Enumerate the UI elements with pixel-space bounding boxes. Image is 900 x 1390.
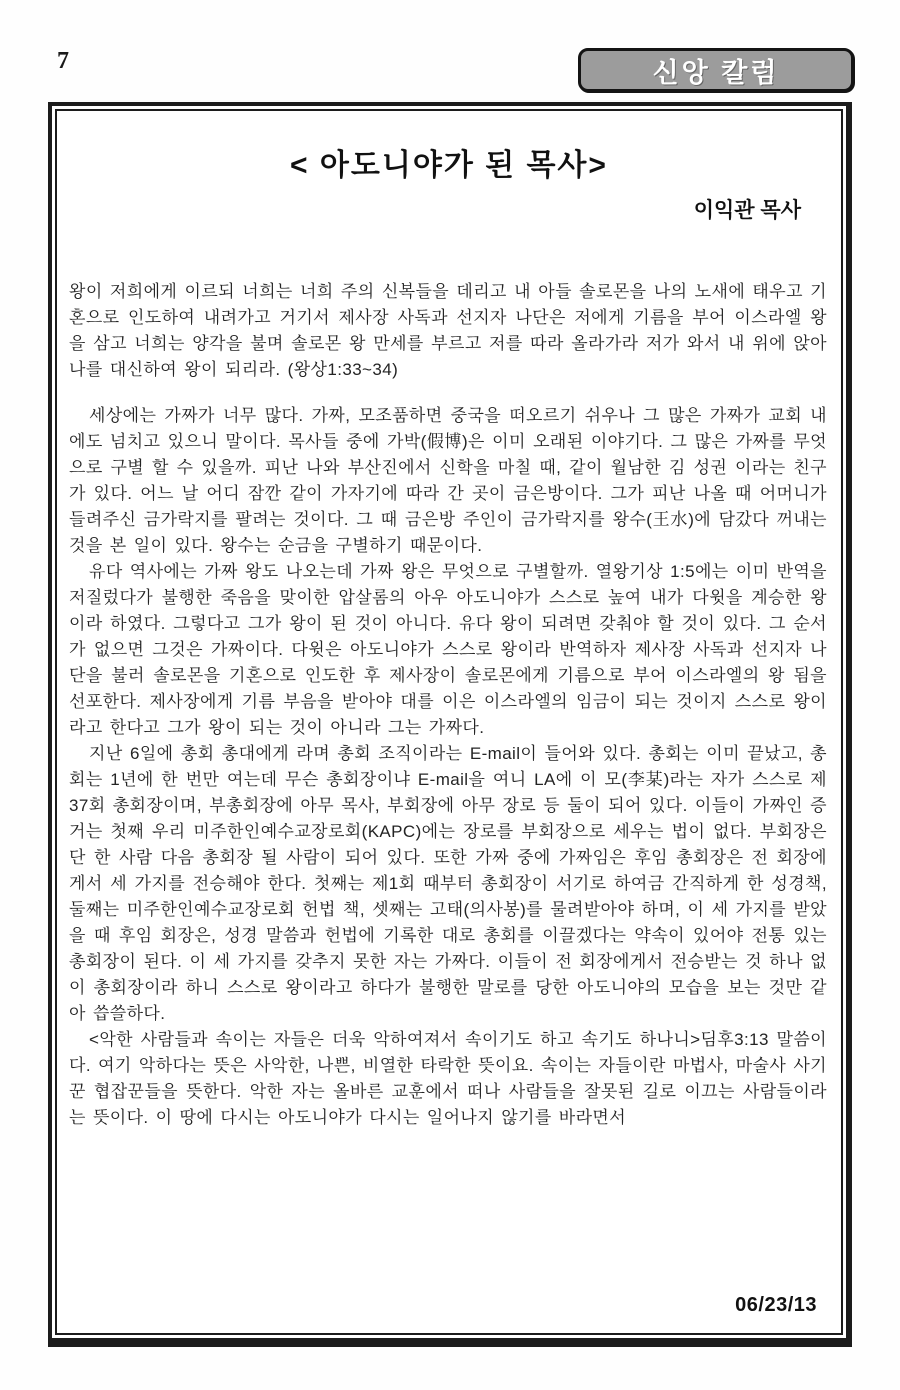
section-header-label: 신앙 칼럼 [652, 57, 780, 88]
article-paragraph: 지난 6일에 총회 총대에게 라며 총회 조직이라는 E-mail이 들어와 있다. 총회는 이미 끝났고, 총회는 1년에 한 번만 여는데 무슨 총회장이냐 E-mail을 여니 LA에 이 모(李某)라는 자가 스스로 제37회 총회장이며, 부총회장에 아무 목사, 부회장에 아무 장로 등 둘이 되어 있다. 이들이 가짜인 증거는 첫째 우리 미주한인예수교장로회(KAPC)에는 장로를 부회장으로 세우는 법이 없다. 부회장은 단 한 사람 다음 총회장 될 사람이 되어 있다. 또한 가짜 중에 가짜임은 후임 총회장은 전 회장에게서 세 가지를 전승해야 한다. 첫째는 제1회 때부터 총회장이 서기로 하여금 간직하게 한 성경책, 둘째는 미주한인예수교장로회 헌법 책, 셋째는 고태(의사봉)를 물려받아야 하며, 이 세 가지를 받았을 때 후임 회장은, 성경 말씀과 헌법에 기록한 대로 총회를 이끌겠다는 약속이 있어야 전통 있는 총회장이 된다. 이 세 가지를 갖추지 못한 자는 가짜다. 이들이 전 회장에게서 전승받는 것 하나 없이 총회장이라 하니 스스로 왕이라고 하다가 불행한 말로를 당한 아도니야의 모습을 보는 것만 같아 씁쓸하다. [69, 744, 827, 1023]
article-title: < 아도니야가 된 목사> [290, 149, 608, 182]
article-paragraph: 세상에는 가짜가 너무 많다. 가짜, 모조품하면 중국을 떠오르기 쉬우나 그 많은 가짜가 교회 내에도 넘치고 있으니 말이다. 목사들 중에 가박(假博)은 이미 오래된 이야기다. 그 많은 가짜를 무엇으로 구별 할 수 있을까. 피난 나와 부산진에서 신학을 마칠 때, 같이 월남한 김 성권 이라는 친구가 있다. 어느 날 어디 잠깐 같이 가자기에 따라 간 곳이 금은방이다. 그가 피난 나올 때 어머니가 들려주신 금가락지를 팔려는 것이다. 그 때 금은방 주인이 금가락지를 왕수(王水)에 담갔다 꺼내는 것을 본 일이 있다. 왕수는 순금을 구별하기 때문이다. [69, 406, 827, 555]
article-author: 이익관 목사 [693, 199, 801, 222]
article-paragraph: <악한 사람들과 속이는 자들은 더욱 악하여져서 속이기도 하고 속기도 하나니>딤후3:13 말씀이다. 여기 악하다는 뜻은 사악한, 나쁜, 비열한 타락한 뜻이요. 속이는 자들이란 마법사, 마술사 사기꾼 협잡꾼들을 뜻한다. 악한 자는 올바른 교훈에서 떠나 사람들을 잘못된 길로 이끄는 사람들이라는 뜻이다. 이 땅에 다시는 아도니야가 다시는 일어나지 않기를 바라면서 [69, 1030, 827, 1127]
article-inner-frame [55, 109, 843, 1335]
article-date: 06/23/13 [735, 1294, 817, 1316]
article-body [69, 279, 827, 1131]
section-header-badge [578, 48, 854, 92]
article-paragraph: 유다 역사에는 가짜 왕도 나오는데 가짜 왕은 무엇으로 구별할까. 열왕기상 1:5에는 이미 반역을 저질렀다가 불행한 죽음을 맞이한 압살롬의 아우 아도니야가 스스로 높여 내가 다윗을 계승한 왕이라 하였다. 그렇다고 그가 왕이 된 것이 아니다. 유다 왕이 되려면 갖춰야 할 것이 있다. 그 순서가 없으면 그것은 가짜이다. 다윗은 아도니야가 스스로 왕이라 반역하자 제사장 사독과 선지자 나단을 불러 솔로몬을 기혼으로 인도한 후 제사장이 솔로몬에게 기름으로 부어 이스라엘의 왕 됨을 선포한다. 제사장에게 기름 부음을 받아야 대를 이은 이스라엘의 임금이 되는 것이지 스스로 왕이라고 한다고 그가 왕이 되는 것이 아니라 그는 가짜다. [69, 562, 827, 737]
page-number: 7 [57, 48, 69, 74]
scripture-quote: 왕이 저희에게 이르되 너희는 너희 주의 신복들을 데리고 내 아들 솔로몬을 나의 노새에 태우고 기혼으로 인도하여 내려가고 거기서 제사장 사독과 선지자 나단은 저에게 기름을 부어 이스라엘 왕을 삼고 너희는 양각을 불며 솔로몬 왕 만세를 부르고 저를 따라 올라가라 저가 와서 내 위에 앉아 나를 대신하여 왕이 되리라. (왕상1:33~34) [69, 282, 827, 379]
article-box [48, 102, 852, 1347]
